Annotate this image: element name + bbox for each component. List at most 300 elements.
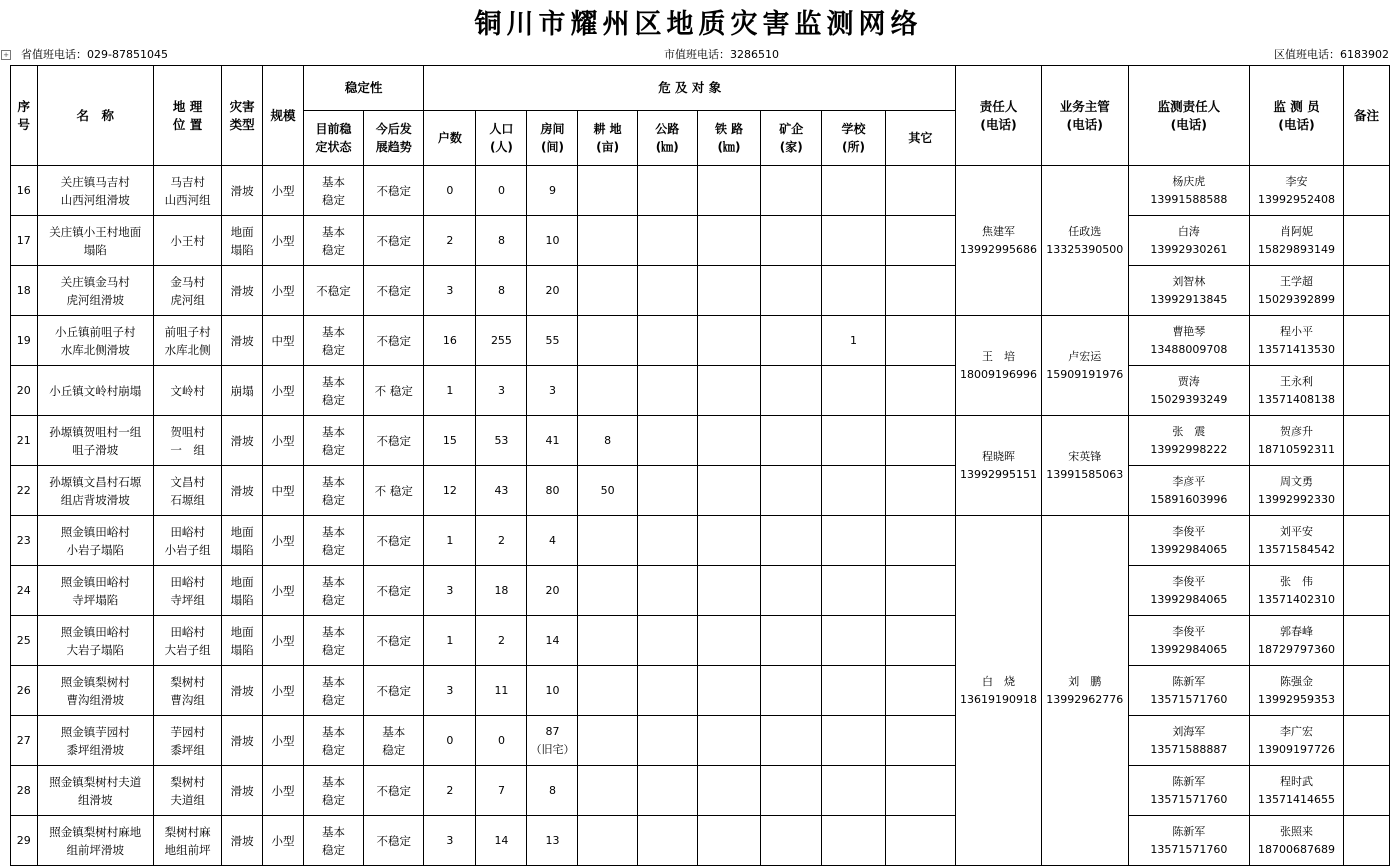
- cell-remarks[interactable]: [1343, 716, 1389, 766]
- cell-school[interactable]: [822, 266, 885, 316]
- cell-name[interactable]: 照金镇田峪村 小岩子塌陷: [37, 516, 153, 566]
- cell-other[interactable]: [885, 316, 955, 366]
- cell-railway[interactable]: [697, 716, 760, 766]
- cell-hazard-type[interactable]: 滑坡: [222, 266, 263, 316]
- cell-road[interactable]: [637, 716, 697, 766]
- cell-railway[interactable]: [697, 666, 760, 716]
- cell-monitor-lead[interactable]: 陈新军 13571571760: [1128, 666, 1249, 716]
- cell-monitor[interactable]: 贺彦升 18710592311: [1250, 416, 1344, 466]
- cell-road[interactable]: [637, 816, 697, 866]
- cell-scale[interactable]: 小型: [263, 216, 304, 266]
- cell-scale[interactable]: 小型: [263, 766, 304, 816]
- cell-school[interactable]: [822, 716, 885, 766]
- table-body: [11, 166, 1390, 866]
- cell-remarks[interactable]: [1343, 766, 1389, 816]
- cell-mine[interactable]: [761, 666, 822, 716]
- table-row[interactable]: [11, 766, 1390, 816]
- cell-population[interactable]: 255: [476, 316, 527, 366]
- table-row[interactable]: [11, 416, 1390, 466]
- cell-stability-trend[interactable]: 不稳定: [364, 316, 424, 366]
- cell-railway[interactable]: [697, 216, 760, 266]
- cell-farmland[interactable]: [578, 816, 637, 866]
- cell-rooms[interactable]: 9: [527, 166, 578, 216]
- cell-road[interactable]: [637, 466, 697, 516]
- cell-households[interactable]: 1: [424, 516, 476, 566]
- cell-mine[interactable]: [761, 616, 822, 666]
- cell-mine[interactable]: [761, 416, 822, 466]
- cell-scale[interactable]: 小型: [263, 166, 304, 216]
- cell-road[interactable]: [637, 616, 697, 666]
- cell-location[interactable]: 文昌村 石塬组: [153, 466, 221, 516]
- cell-monitor[interactable]: 张 伟 13571402310: [1250, 566, 1344, 616]
- cell-location[interactable]: 梨树村麻 地组前坪: [153, 816, 221, 866]
- cell-population[interactable]: 11: [476, 666, 527, 716]
- cell-seq[interactable]: 22: [11, 466, 38, 516]
- cell-railway[interactable]: [697, 166, 760, 216]
- cell-mine[interactable]: [761, 466, 822, 516]
- cell-stability-current[interactable]: 基本 稳定: [303, 316, 363, 366]
- cell-location[interactable]: 文岭村: [153, 366, 221, 416]
- cell-rooms[interactable]: 4: [527, 516, 578, 566]
- cell-stability-trend[interactable]: 不 稳定: [364, 466, 424, 516]
- cell-stability-trend[interactable]: 不稳定: [364, 666, 424, 716]
- cell-mine[interactable]: [761, 316, 822, 366]
- cell-farmland[interactable]: [578, 616, 637, 666]
- cell-location[interactable]: 贺咀村 一 组: [153, 416, 221, 466]
- table-row[interactable]: [11, 716, 1390, 766]
- cell-road[interactable]: [637, 366, 697, 416]
- cell-households[interactable]: 3: [424, 266, 476, 316]
- cell-population[interactable]: 0: [476, 716, 527, 766]
- table-row[interactable]: [11, 566, 1390, 616]
- cell-name[interactable]: 照金镇田峪村 大岩子塌陷: [37, 616, 153, 666]
- cell-scale[interactable]: 小型: [263, 416, 304, 466]
- cell-households[interactable]: 1: [424, 616, 476, 666]
- table-row[interactable]: [11, 616, 1390, 666]
- table-row[interactable]: [11, 266, 1390, 316]
- cell-stability-trend[interactable]: 不稳定: [364, 616, 424, 666]
- cell-farmland[interactable]: [578, 516, 637, 566]
- cell-rooms[interactable]: 41: [527, 416, 578, 466]
- table-row[interactable]: [11, 166, 1390, 216]
- table-row[interactable]: [11, 666, 1390, 716]
- cell-scale[interactable]: 小型: [263, 266, 304, 316]
- cell-rooms[interactable]: 87 （旧宅）: [527, 716, 578, 766]
- header-name: 名 称: [37, 66, 153, 166]
- cell-rooms[interactable]: 13: [527, 816, 578, 866]
- cell-stability-trend[interactable]: 不稳定: [364, 166, 424, 216]
- cell-households[interactable]: 0: [424, 716, 476, 766]
- cell-other[interactable]: [885, 216, 955, 266]
- cell-farmland[interactable]: [578, 316, 637, 366]
- cell-name[interactable]: 照金镇梨树村 曹沟组滑坡: [37, 666, 153, 716]
- cell-monitor-lead[interactable]: 贾涛 15029393249: [1128, 366, 1249, 416]
- cell-stability-current[interactable]: 基本 稳定: [303, 216, 363, 266]
- cell-seq[interactable]: 16: [11, 166, 38, 216]
- cell-name[interactable]: 照金镇芋园村 黍坪组滑坡: [37, 716, 153, 766]
- cell-seq[interactable]: 20: [11, 366, 38, 416]
- cell-population[interactable]: 14: [476, 816, 527, 866]
- cell-stability-trend[interactable]: 不稳定: [364, 766, 424, 816]
- cell-monitor[interactable]: 周文勇 13992992330: [1250, 466, 1344, 516]
- cell-stability-trend[interactable]: 不稳定: [364, 516, 424, 566]
- cell-school[interactable]: [822, 216, 885, 266]
- cell-monitor-lead[interactable]: 刘智林 13992913845: [1128, 266, 1249, 316]
- cell-school[interactable]: [822, 816, 885, 866]
- cell-monitor[interactable]: 李安 13992952408: [1250, 166, 1344, 216]
- cell-stability-trend[interactable]: 不稳定: [364, 816, 424, 866]
- cell-monitor[interactable]: 刘平安 13571584542: [1250, 516, 1344, 566]
- cell-location[interactable]: 梨树村 夫道组: [153, 766, 221, 816]
- header-seq: 序 号: [11, 66, 38, 166]
- cell-households[interactable]: 12: [424, 466, 476, 516]
- cell-road[interactable]: [637, 166, 697, 216]
- cell-stability-current[interactable]: 基本 稳定: [303, 616, 363, 666]
- cell-farmland[interactable]: [578, 216, 637, 266]
- cell-road[interactable]: [637, 416, 697, 466]
- cell-farmland[interactable]: [578, 766, 637, 816]
- table-row[interactable]: [11, 466, 1390, 516]
- cell-mine[interactable]: [761, 516, 822, 566]
- cell-road[interactable]: [637, 266, 697, 316]
- cell-households[interactable]: 3: [424, 566, 476, 616]
- cell-population[interactable]: 7: [476, 766, 527, 816]
- cell-seq[interactable]: 21: [11, 416, 38, 466]
- cell-population[interactable]: 0: [476, 166, 527, 216]
- cell-other[interactable]: [885, 766, 955, 816]
- cell-farmland[interactable]: [578, 366, 637, 416]
- cell-remarks[interactable]: [1343, 266, 1389, 316]
- cell-responsible[interactable]: 程晓晖 13992995151: [956, 416, 1042, 516]
- cell-seq[interactable]: 24: [11, 566, 38, 616]
- cell-stability-current[interactable]: 基本 稳定: [303, 666, 363, 716]
- cell-hazard-type[interactable]: 地面 塌陷: [222, 566, 263, 616]
- cell-seq[interactable]: 18: [11, 266, 38, 316]
- cell-location[interactable]: 小王村: [153, 216, 221, 266]
- cell-stability-trend[interactable]: 基本 稳定: [364, 716, 424, 766]
- cell-supervisor[interactable]: 任政选 13325390500: [1041, 166, 1128, 316]
- cell-location[interactable]: 前咀子村 水库北侧: [153, 316, 221, 366]
- cell-scale[interactable]: 小型: [263, 816, 304, 866]
- cell-railway[interactable]: [697, 266, 760, 316]
- cell-seq[interactable]: 23: [11, 516, 38, 566]
- cell-population[interactable]: 3: [476, 366, 527, 416]
- cell-population[interactable]: 18: [476, 566, 527, 616]
- page-title: 铜川市耀州区地质灾害监测网络: [474, 9, 923, 40]
- cell-farmland[interactable]: [578, 716, 637, 766]
- cell-population[interactable]: 43: [476, 466, 527, 516]
- cell-other[interactable]: [885, 416, 955, 466]
- cell-rooms[interactable]: 14: [527, 616, 578, 666]
- cell-stability-current[interactable]: 基本 稳定: [303, 466, 363, 516]
- cell-households[interactable]: 3: [424, 816, 476, 866]
- cell-location[interactable]: 芋园村 黍坪组: [153, 716, 221, 766]
- cell-hazard-type[interactable]: 崩塌: [222, 366, 263, 416]
- cell-hazard-type[interactable]: 滑坡: [222, 166, 263, 216]
- cell-school[interactable]: [822, 416, 885, 466]
- cell-households[interactable]: 0: [424, 166, 476, 216]
- cell-road[interactable]: [637, 316, 697, 366]
- cell-mine[interactable]: [761, 166, 822, 216]
- cell-stability-trend[interactable]: 不稳定: [364, 566, 424, 616]
- cell-location[interactable]: 田峪村 小岩子组: [153, 516, 221, 566]
- cell-monitor-lead[interactable]: 曹艳琴 13488009708: [1128, 316, 1249, 366]
- cell-stability-current[interactable]: 基本 稳定: [303, 566, 363, 616]
- cell-railway[interactable]: [697, 416, 760, 466]
- cell-hazard-type[interactable]: 地面 塌陷: [222, 616, 263, 666]
- cell-name[interactable]: 孙塬镇贺咀村一组 咀子滑坡: [37, 416, 153, 466]
- cell-rooms[interactable]: 10: [527, 216, 578, 266]
- cell-monitor-lead[interactable]: 李俊平 13992984065: [1128, 516, 1249, 566]
- header-stability-trend: 今后发 展趋势: [364, 111, 424, 166]
- cell-stability-current[interactable]: 基本 稳定: [303, 716, 363, 766]
- cell-population[interactable]: 8: [476, 266, 527, 316]
- cell-other[interactable]: [885, 666, 955, 716]
- cell-remarks[interactable]: [1343, 216, 1389, 266]
- cell-hazard-type[interactable]: 地面 塌陷: [222, 216, 263, 266]
- header-location: 地 理 位 置: [153, 66, 221, 166]
- cell-households[interactable]: 2: [424, 216, 476, 266]
- table-row[interactable]: [11, 516, 1390, 566]
- cell-seq[interactable]: 17: [11, 216, 38, 266]
- cell-stability-trend[interactable]: 不 稳定: [364, 366, 424, 416]
- cell-railway[interactable]: [697, 316, 760, 366]
- cell-remarks[interactable]: [1343, 566, 1389, 616]
- cell-hazard-type[interactable]: 滑坡: [222, 766, 263, 816]
- cell-mine[interactable]: [761, 766, 822, 816]
- cell-hazard-type[interactable]: 滑坡: [222, 666, 263, 716]
- cell-mine[interactable]: [761, 216, 822, 266]
- cell-mine[interactable]: [761, 566, 822, 616]
- cell-name[interactable]: 小丘镇文岭村崩塌: [37, 366, 153, 416]
- header-monitor-lead: 监测责任人 (电话): [1128, 66, 1249, 166]
- cell-other[interactable]: [885, 566, 955, 616]
- cell-stability-trend[interactable]: 不稳定: [364, 216, 424, 266]
- cell-other[interactable]: [885, 366, 955, 416]
- cell-rooms[interactable]: 3: [527, 366, 578, 416]
- cell-remarks[interactable]: [1343, 316, 1389, 366]
- cell-railway[interactable]: [697, 466, 760, 516]
- header-threat: 危 及 对 象: [424, 66, 956, 111]
- cell-remarks[interactable]: [1343, 166, 1389, 216]
- cell-school[interactable]: [822, 666, 885, 716]
- cell-name[interactable]: 照金镇梨树村麻地 组前坪滑坡: [37, 816, 153, 866]
- cell-rooms[interactable]: 10: [527, 666, 578, 716]
- cell-farmland[interactable]: [578, 566, 637, 616]
- cell-remarks[interactable]: [1343, 616, 1389, 666]
- cell-stability-trend[interactable]: 不稳定: [364, 416, 424, 466]
- cell-rooms[interactable]: 80: [527, 466, 578, 516]
- cell-hazard-type[interactable]: 滑坡: [222, 466, 263, 516]
- cell-monitor[interactable]: 王学超 15029392899: [1250, 266, 1344, 316]
- cell-population[interactable]: 2: [476, 616, 527, 666]
- header-population: 人口 (人): [476, 111, 527, 166]
- cell-mine[interactable]: [761, 266, 822, 316]
- table-row[interactable]: [11, 316, 1390, 366]
- cell-stability-current[interactable]: 基本 稳定: [303, 366, 363, 416]
- cell-school[interactable]: [822, 466, 885, 516]
- cell-other[interactable]: [885, 516, 955, 566]
- cell-population[interactable]: 53: [476, 416, 527, 466]
- cell-households[interactable]: 1: [424, 366, 476, 416]
- cell-location[interactable]: 田峪村 寺坪组: [153, 566, 221, 616]
- cell-monitor-lead[interactable]: 李俊平 13992984065: [1128, 616, 1249, 666]
- cell-monitor-lead[interactable]: 张 震 13992998222: [1128, 416, 1249, 466]
- cell-stability-current[interactable]: 基本 稳定: [303, 516, 363, 566]
- cell-monitor-lead[interactable]: 白涛 13992930261: [1128, 216, 1249, 266]
- cell-scale[interactable]: 小型: [263, 566, 304, 616]
- cell-name[interactable]: 关庄镇马吉村 山西河组滑坡: [37, 166, 153, 216]
- cell-stability-trend[interactable]: 不稳定: [364, 266, 424, 316]
- cell-seq[interactable]: 26: [11, 666, 38, 716]
- cell-name[interactable]: 关庄镇金马村 虎河组滑坡: [37, 266, 153, 316]
- cell-road[interactable]: [637, 516, 697, 566]
- cell-road[interactable]: [637, 766, 697, 816]
- cell-seq[interactable]: 19: [11, 316, 38, 366]
- cell-households[interactable]: 2: [424, 766, 476, 816]
- cell-location[interactable]: 梨树村 曹沟组: [153, 666, 221, 716]
- cell-supervisor[interactable]: 卢宏运 15909191976: [1041, 316, 1128, 416]
- cell-other[interactable]: [885, 166, 955, 216]
- cell-road[interactable]: [637, 216, 697, 266]
- cell-households[interactable]: 16: [424, 316, 476, 366]
- cell-rooms[interactable]: 20: [527, 566, 578, 616]
- cell-stability-current[interactable]: 基本 稳定: [303, 416, 363, 466]
- cell-stability-current[interactable]: 基本 稳定: [303, 816, 363, 866]
- cell-monitor-lead[interactable]: 杨庆虎 13991588588: [1128, 166, 1249, 216]
- cell-remarks[interactable]: [1343, 516, 1389, 566]
- table-row[interactable]: [11, 366, 1390, 416]
- cell-rooms[interactable]: 8: [527, 766, 578, 816]
- cell-seq[interactable]: 29: [11, 816, 38, 866]
- cell-name[interactable]: 照金镇梨树村夫道 组滑坡: [37, 766, 153, 816]
- cell-monitor-lead[interactable]: 李彦平 15891603996: [1128, 466, 1249, 516]
- cell-other[interactable]: [885, 716, 955, 766]
- cell-hazard-type[interactable]: 滑坡: [222, 816, 263, 866]
- cell-mine[interactable]: [761, 716, 822, 766]
- header-hazard-type: 灾害 类型: [222, 66, 263, 166]
- cell-scale[interactable]: 小型: [263, 666, 304, 716]
- cell-scale[interactable]: 小型: [263, 616, 304, 666]
- cell-households[interactable]: 15: [424, 416, 476, 466]
- cell-monitor-lead[interactable]: 陈新军 13571571760: [1128, 766, 1249, 816]
- cell-name[interactable]: 照金镇田峪村 寺坪塌陷: [37, 566, 153, 616]
- cell-school[interactable]: 1: [822, 316, 885, 366]
- cell-stability-current[interactable]: 基本 稳定: [303, 166, 363, 216]
- cell-railway[interactable]: [697, 616, 760, 666]
- cell-school[interactable]: [822, 166, 885, 216]
- cell-monitor-lead[interactable]: 陈新军 13571571760: [1128, 816, 1249, 866]
- cell-households[interactable]: 3: [424, 666, 476, 716]
- cell-monitor[interactable]: 张照来 18700687689: [1250, 816, 1344, 866]
- cell-railway[interactable]: [697, 766, 760, 816]
- cell-seq[interactable]: 27: [11, 716, 38, 766]
- duty-phones: [0, 47, 1397, 63]
- cell-scale[interactable]: 小型: [263, 516, 304, 566]
- cell-responsible[interactable]: 焦建军 13992995686: [956, 166, 1042, 316]
- cell-other[interactable]: [885, 616, 955, 666]
- cell-farmland[interactable]: [578, 266, 637, 316]
- cell-responsible[interactable]: 白 烧 13619190918: [956, 516, 1042, 866]
- cell-farmland[interactable]: [578, 166, 637, 216]
- cell-rooms[interactable]: 20: [527, 266, 578, 316]
- cell-mine[interactable]: [761, 816, 822, 866]
- cell-other[interactable]: [885, 266, 955, 316]
- cell-mine[interactable]: [761, 366, 822, 416]
- cell-school[interactable]: [822, 766, 885, 816]
- cell-monitor[interactable]: 程时武 13571414655: [1250, 766, 1344, 816]
- cell-remarks[interactable]: [1343, 416, 1389, 466]
- cell-monitor[interactable]: 肖阿妮 15829893149: [1250, 216, 1344, 266]
- cell-school[interactable]: [822, 616, 885, 666]
- cell-remarks[interactable]: [1343, 816, 1389, 866]
- cell-monitor-lead[interactable]: 李俊平 13992984065: [1128, 566, 1249, 616]
- cell-monitor[interactable]: 程小平 13571413530: [1250, 316, 1344, 366]
- cell-farmland[interactable]: 50: [578, 466, 637, 516]
- cell-remarks[interactable]: [1343, 466, 1389, 516]
- cell-population[interactable]: 2: [476, 516, 527, 566]
- cell-scale[interactable]: 小型: [263, 366, 304, 416]
- cell-school[interactable]: [822, 366, 885, 416]
- cell-name[interactable]: 小丘镇前咀子村 水库北侧滑坡: [37, 316, 153, 366]
- cell-location[interactable]: 田峪村 大岩子组: [153, 616, 221, 666]
- cell-stability-current[interactable]: 基本 稳定: [303, 766, 363, 816]
- cell-road[interactable]: [637, 666, 697, 716]
- cell-other[interactable]: [885, 466, 955, 516]
- table-row[interactable]: [11, 216, 1390, 266]
- cell-name[interactable]: 孙塬镇文昌村石塬 组店背坡滑坡: [37, 466, 153, 516]
- cell-name[interactable]: 关庄镇小王村地面 塌陷: [37, 216, 153, 266]
- cell-remarks[interactable]: [1343, 366, 1389, 416]
- cell-monitor[interactable]: 郭春峰 18729797360: [1250, 616, 1344, 666]
- cell-farmland[interactable]: [578, 666, 637, 716]
- cell-road[interactable]: [637, 566, 697, 616]
- cell-farmland[interactable]: 8: [578, 416, 637, 466]
- cell-seq[interactable]: 28: [11, 766, 38, 816]
- cell-railway[interactable]: [697, 816, 760, 866]
- cell-other[interactable]: [885, 816, 955, 866]
- cell-seq[interactable]: 25: [11, 616, 38, 666]
- cell-monitor[interactable]: 李广宏 13909197726: [1250, 716, 1344, 766]
- cell-monitor[interactable]: 王永利 13571408138: [1250, 366, 1344, 416]
- cell-scale[interactable]: 中型: [263, 466, 304, 516]
- cell-hazard-type[interactable]: 滑坡: [222, 416, 263, 466]
- cell-stability-current[interactable]: 不稳定: [303, 266, 363, 316]
- cell-monitor[interactable]: 陈强金 13992959353: [1250, 666, 1344, 716]
- cell-scale[interactable]: 小型: [263, 716, 304, 766]
- cell-supervisor[interactable]: 宋英锋 13991585063: [1041, 416, 1128, 516]
- cell-railway[interactable]: [697, 366, 760, 416]
- cell-location[interactable]: 马吉村 山西河组: [153, 166, 221, 216]
- cell-rooms[interactable]: 55: [527, 316, 578, 366]
- cell-scale[interactable]: 中型: [263, 316, 304, 366]
- cell-responsible[interactable]: 王 培 18009196996: [956, 316, 1042, 416]
- cell-monitor-lead[interactable]: 刘海军 13571588887: [1128, 716, 1249, 766]
- cell-hazard-type[interactable]: 滑坡: [222, 716, 263, 766]
- table-row[interactable]: [11, 816, 1390, 866]
- cell-population[interactable]: 8: [476, 216, 527, 266]
- cell-remarks[interactable]: [1343, 666, 1389, 716]
- cell-railway[interactable]: [697, 516, 760, 566]
- cell-school[interactable]: [822, 516, 885, 566]
- cell-hazard-type[interactable]: 地面 塌陷: [222, 516, 263, 566]
- table-anchor-icon[interactable]: +: [1, 50, 11, 60]
- cell-school[interactable]: [822, 566, 885, 616]
- cell-supervisor[interactable]: 刘 鹏 13992962776: [1041, 516, 1128, 866]
- cell-location[interactable]: 金马村 虎河组: [153, 266, 221, 316]
- cell-railway[interactable]: [697, 566, 760, 616]
- cell-hazard-type[interactable]: 滑坡: [222, 316, 263, 366]
